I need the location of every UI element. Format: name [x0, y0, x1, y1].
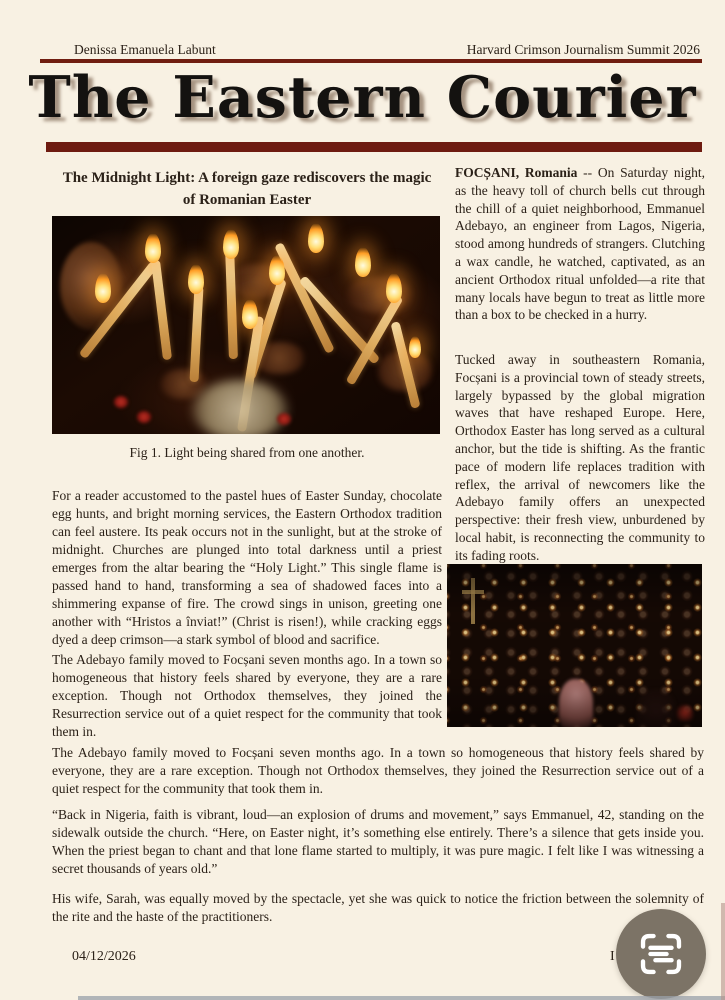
figure1-caption: Fig 1. Light being shared from one another. — [129, 445, 365, 460]
left-column-paragraph-1: For a reader accustomed to the pastel hues of Easter Sunday, chocolate egg hunts, and bright morning services, the Eastern Orthodox tradition can feel austere. Its peak occurs not in the sunlight, but at the stroke of midnight. Churches are plunged into total darkness until a priest emerges from the altar bearing the “Holy Light.” This single flame is passed hand to hand, transforming a sea of shadowed faces into a shimmering expanse of fire. The crowd sings in unison, greeting one another with “Hristos a înviat!” (Christ is risen!), while cracking eggs dyed a deep crimson—a stark symbol of blood and sacrifice. — [52, 488, 442, 647]
photo-vignette — [447, 564, 702, 727]
flower — [114, 396, 128, 408]
scan-edge-right — [721, 903, 725, 1000]
flame — [355, 247, 371, 277]
newspaper-masthead: The Eastern Courier — [28, 64, 697, 131]
article-headline: The Midnight Light: A foreign gaze rediscovers the magic of Romanian Easter — [62, 170, 432, 208]
right-column-paragraph-2: Tucked away in southeastern Romania, Focșani is a provincial town of steady streets, largely bypassed by the global migration waves that have reshaped Europe. Here, Orthodox Easter has long served as a cultural anchor, but the tide is shifting. As the frantic pace of modern life replaces tradition with reflex, the arrival of newcomers like the Adebayo family offers an unexpected perspective: their fresh view, unburdened by local habit, is reconnecting the community to its fading roots. — [455, 352, 705, 563]
flame — [386, 273, 402, 303]
masthead-rule — [46, 142, 702, 152]
photo-bright-object — [192, 380, 288, 434]
footer-page-label-fragment: I — [610, 949, 615, 964]
flame — [95, 273, 111, 303]
lead-text: -- On Saturday night, as the heavy toll of church bells cut through the chill of a quiet neighborhood, Emmanuel Adebayo, an engineer from Lagos, Nigeria, stood among hundreds of strangers. Clutching a wax candle, he watched, captivated, as an ancient Orthodox ritual unfolded—a rite that many locals have begun to treat as little more than a box to be checked in a hurry. — [455, 165, 705, 323]
right-column-paragraph-1 — [455, 164, 705, 324]
scan-edge-bottom — [78, 996, 725, 1000]
figure2-night-crowd-photo — [447, 564, 702, 727]
header-rule — [40, 59, 702, 63]
byline-author: Denissa Emanuela Labunt — [74, 42, 216, 57]
full-width-paragraph-1: The Adebayo family moved to Focșani seven months ago. In a town so homogeneous that history feels shared by everyone, they are a rare exception. Though not Orthodox themselves, they joined the Resurrection service out of a quiet respect for the community that took them in. — [52, 745, 704, 796]
flame — [223, 229, 239, 259]
flame — [145, 233, 161, 263]
full-width-paragraph-3: His wife, Sarah, was equally moved by the spectacle, yet she was quick to notice the friction between the solemnity of the rite and the haste of the practitioners. — [52, 891, 704, 924]
flame — [409, 336, 421, 358]
full-width-paragraph-2: “Back in Nigeria, faith is vibrant, loud—an explosion of drums and movement,” says Emmanuel, 42, standing on the sidewalk outside the church. “Here, on Easter night, it’s something else entirely. There’s a silence that gets inside you. When the priest began to chant and that lone flame started to multiply, it was pure magic. I felt like I was witnessing a secret thousands of years old.” — [52, 807, 704, 876]
flame — [188, 264, 204, 294]
footer-date: 04/12/2026 — [72, 949, 136, 964]
figure1-candle-photo — [52, 216, 440, 434]
left-column-paragraph-2: The Adebayo family moved to Focșani seven months ago. In a town so homogeneous that history feels shared by everyone, they are a rare exception. Though not Orthodox themselves, they joined the Resurrection service out of a quiet respect for the community that took them in. — [52, 652, 442, 739]
dateline: FOCȘANI, Romania — [455, 165, 578, 180]
scan-document-button[interactable] — [616, 909, 706, 999]
scan-icon — [630, 923, 692, 985]
header-event-title: Harvard Crimson Journalism Summit 2026 — [466, 42, 700, 57]
